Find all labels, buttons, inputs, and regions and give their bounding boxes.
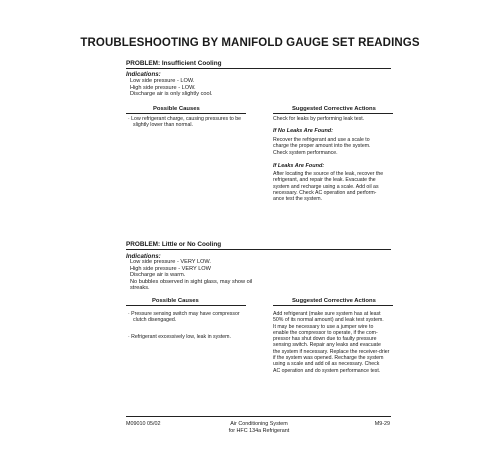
problem-heading-little-no-cooling: PROBLEM: Little or No Cooling bbox=[126, 241, 222, 248]
footer-title-line: Air Conditioning System bbox=[230, 421, 288, 427]
footer-doc-title bbox=[200, 421, 318, 434]
actions-text bbox=[273, 311, 389, 374]
causes-header-rule bbox=[126, 113, 246, 114]
corrective-actions-header: Suggested Corrective Actions bbox=[292, 106, 376, 112]
cause-item bbox=[128, 311, 273, 324]
text-line: charge the proper amount into the system. bbox=[273, 143, 371, 150]
section-divider bbox=[126, 249, 391, 250]
indication-item: Low side pressure - VERY LOW. bbox=[130, 259, 211, 265]
footer-title-line: for HFC 134a Refrigerant bbox=[228, 427, 290, 434]
cause-item bbox=[128, 334, 273, 340]
page-title: TROUBLESHOOTING BY MANIFOLD GAUGE SET READINGS bbox=[80, 37, 420, 49]
possible-causes-header: Possible Causes bbox=[153, 106, 200, 112]
text-line: system and recharge using a scale. Add oil as bbox=[273, 183, 379, 190]
footer-doc-code: M09010 05/02 bbox=[126, 421, 161, 427]
subheading-leaks-found: If Leaks Are Found: bbox=[273, 163, 325, 169]
text-line: AC operation and do system performance test. bbox=[273, 367, 381, 374]
text-line: Check system performance. bbox=[273, 149, 338, 156]
leaks-found-text bbox=[273, 171, 383, 202]
subheading-no-leaks: If No Leaks Are Found: bbox=[273, 128, 333, 134]
cause-line: · Pressure sensing switch may have compressor bbox=[128, 311, 240, 317]
indication-item: Low side pressure - LOW. bbox=[130, 78, 195, 84]
text-line: After locating the source of the leak, recover the bbox=[273, 171, 384, 177]
indication-item: streaks. bbox=[130, 285, 150, 292]
text-line: Add refrigerant (make sure system has at least bbox=[273, 311, 381, 317]
section-divider bbox=[126, 68, 391, 69]
actions-intro: Check for leaks by performing leak test. bbox=[273, 116, 365, 122]
text-line: ance test the system. bbox=[273, 196, 323, 203]
corrective-actions-header: Suggested Corrective Actions bbox=[292, 298, 376, 304]
problem-heading-insufficient-cooling: PROBLEM: Insufficient Cooling bbox=[126, 60, 222, 67]
text-line: the system if necessary. Replace the receiver-drier bbox=[273, 348, 390, 355]
text-line: sensing switch. Repair any leaks and evacuate bbox=[273, 342, 381, 349]
text-line: necessary. Check AC operation and perform- bbox=[273, 189, 377, 196]
no-leaks-text bbox=[273, 137, 370, 156]
text-line: if the system was opened. Recharge the system bbox=[273, 355, 384, 362]
text-line: 50% of its normal amount) and leak test system. bbox=[273, 317, 384, 324]
text-line: It may be necessary to use a jumper wire to bbox=[273, 323, 374, 330]
text-line: pressor has shut down due to faulty pressure bbox=[273, 336, 377, 343]
text-line: enable the compressor to operate, if the com- bbox=[273, 329, 378, 336]
indications-list bbox=[130, 78, 212, 98]
indication-item: Discharge air is only slightly cool. bbox=[130, 91, 213, 98]
footer-page-number: M9-29 bbox=[374, 421, 390, 427]
indication-item: High side pressure - LOW. bbox=[130, 84, 196, 91]
indication-item: No bubbles observed in sight glass, may show oil bbox=[130, 278, 253, 285]
indications-label: Indications: bbox=[126, 253, 161, 260]
cause-line: slightly lower than normal. bbox=[133, 122, 193, 129]
text-line: refrigerant, and repair the leak. Evacuate the bbox=[273, 177, 376, 184]
causes-header-rule bbox=[126, 305, 246, 306]
footer-rule bbox=[126, 416, 391, 417]
text-line: Recover the refrigerant and use a scale to bbox=[273, 137, 370, 143]
cause-line: clutch disengaged. bbox=[133, 317, 177, 324]
actions-header-rule bbox=[273, 305, 393, 306]
text-line: using a scale and add oil as necessary. Check bbox=[273, 361, 380, 368]
cause-line: · Refrigerant excessively low, leak in system. bbox=[128, 334, 231, 340]
cause-line: · Low refrigerant charge, causing pressures to be bbox=[128, 116, 242, 122]
indication-item: High side pressure - VERY LOW bbox=[130, 265, 211, 272]
actions-header-rule bbox=[273, 113, 393, 114]
indications-label: Indications: bbox=[126, 71, 161, 78]
indication-item: Discharge air is warm. bbox=[130, 272, 186, 279]
possible-causes-header: Possible Causes bbox=[152, 298, 199, 304]
indications-list bbox=[130, 259, 252, 292]
cause-item bbox=[128, 116, 273, 129]
